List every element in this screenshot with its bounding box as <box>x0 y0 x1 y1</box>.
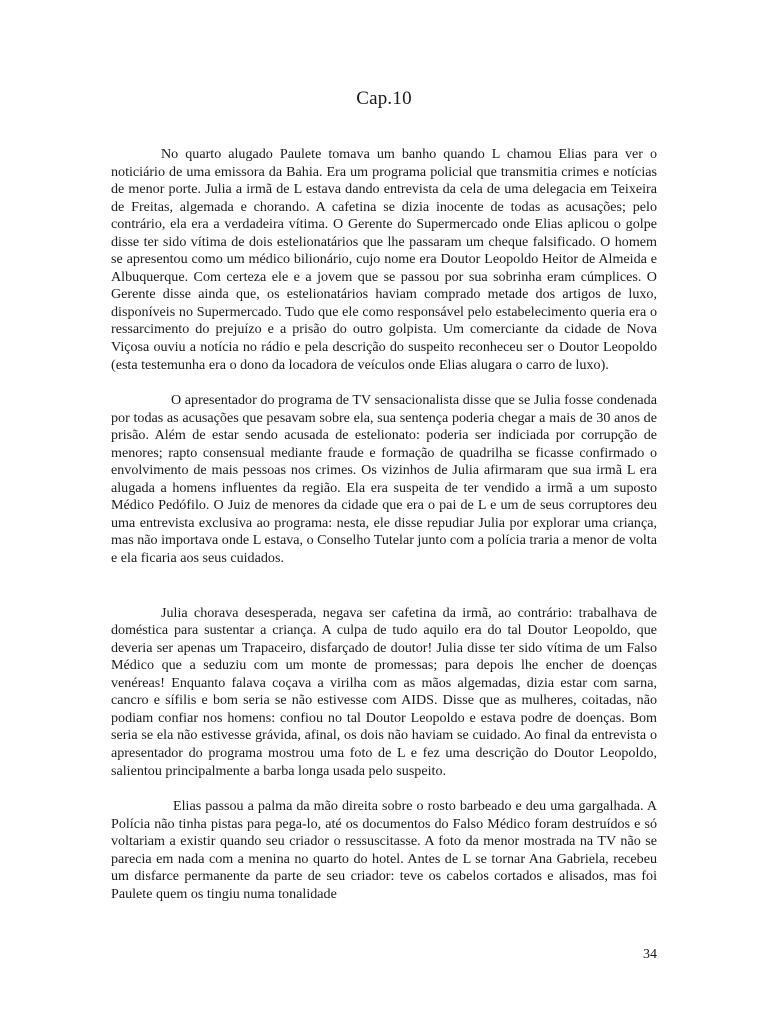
chapter-body <box>111 146 657 903</box>
page-number: 34 <box>643 947 657 962</box>
paragraph-2: O apresentador do programa de TV sensacionalista disse que se Julia fosse condenada por todas as acusações que pesavam sobre ela, sua sentença poderia chegar a mais de 30 anos de prisão. Além de estar sendo acusada de estelionato: poderia ser indiciada por corrupção de menores; rapto consensual mediante fraude e formação de quadrilha se ficasse confirmado o envolvimento de mais pessoas nos crimes. Os vizinhos de Julia afirmaram que sua irmã L era alugada a homens influentes da região. Ela era suspeita de ter vendido a irmã a um suposto Médico Pedófilo. O Juiz de menores da cidade que era o pai de L e um de seus corruptores deu uma entrevista exclusiva ao programa: nesta, ele disse repudiar Julia por explorar uma criança, mas não importava onde L estava, o Conselho Tutelar junto com a polícia traria a menor de volta e ela ficaria aos seus cuidados. <box>111 392 657 567</box>
paragraph-4: Elias passou a palma da mão direita sobre o rosto barbeado e deu uma gargalhada. A Polícia não tinha pistas para pega-lo, até os documentos do Falso Médico foram destruídos e só voltariam a existir quando seu criador o ressuscitasse. A foto da menor mostrada na TV não se parecia em nada com a menina no quarto do hotel. Antes de L se tornar Ana Gabriela, recebeu um disfarce permanente da parte de seu criador: teve os cabelos cortados e alisados, mas foi Paulete quem os tingiu numa tonalidade <box>111 798 657 902</box>
paragraph-3: Julia chorava desesperada, negava ser cafetina da irmã, ao contrário: trabalhava de doméstica para sustentar a criança. A culpa de tudo aquilo era do tal Doutor Leopoldo, que deveria ser apenas um Trapaceiro, disfarçado de doutor! Julia disse ter sido vítima de um Falso Médico que a seduziu com um monte de promessas; para depois lhe encher de doenças venéreas! Enquanto falava coçava a virilha com as mãos algemadas, dizia estar com sarna, cancro e sífilis e bom seria se não estivesse com AIDS. Disse que as mulheres, coitadas, não podiam confiar nos homens: confiou no tal Doutor Leopoldo e estava podre de doenças. Bom seria se ela não estivesse grávida, afinal, os dois não haviam se cuidado. Ao final da entrevista o apresentador do programa mostrou uma foto de L e fez uma descrição do Doutor Leopoldo, salientou principalmente a barba longa usada pelo suspeito. <box>111 604 657 779</box>
chapter-title: Cap.10 <box>356 88 412 109</box>
paragraph-1: No quarto alugado Paulete tomava um banho quando L chamou Elias para ver o noticiário de uma emissora da Bahia. Era um programa policial que transmitia crimes e notícias de menor porte. Julia a irmã de L estava dando entrevista da cela de uma delegacia em Teixeira de Freitas, algemada e chorando. A cafetina se dizia inocente de todas as acusações; pelo contrário, ela era a verdadeira vítima. O Gerente do Supermercado onde Elias aplicou o golpe disse ter sido vítima de dois estelionatários que lhe passaram um cheque falsificado. O homem se apresentou como um médico bilionário, cujo nome era Doutor Leopoldo Heitor de Almeida e Albuquerque. Com certeza ele e a jovem que se passou por sua sobrinha eram cúmplices. O Gerente disse ainda que, os estelionatários haviam comprado metade dos artigos de luxo, disponíveis no Supermercado. Tudo que ele como responsável pelo estabelecimento queria era o ressarcimento do prejuízo e a prisão do outro golpista. Um comerciante da cidade de Nova Viçosa ouviu a notícia no rádio e pela descrição do suspeito reconheceu ser o Doutor Leopoldo (esta testemunha era o dono da locadora de veículos onde Elias alugara o carro de luxo). <box>111 146 657 373</box>
